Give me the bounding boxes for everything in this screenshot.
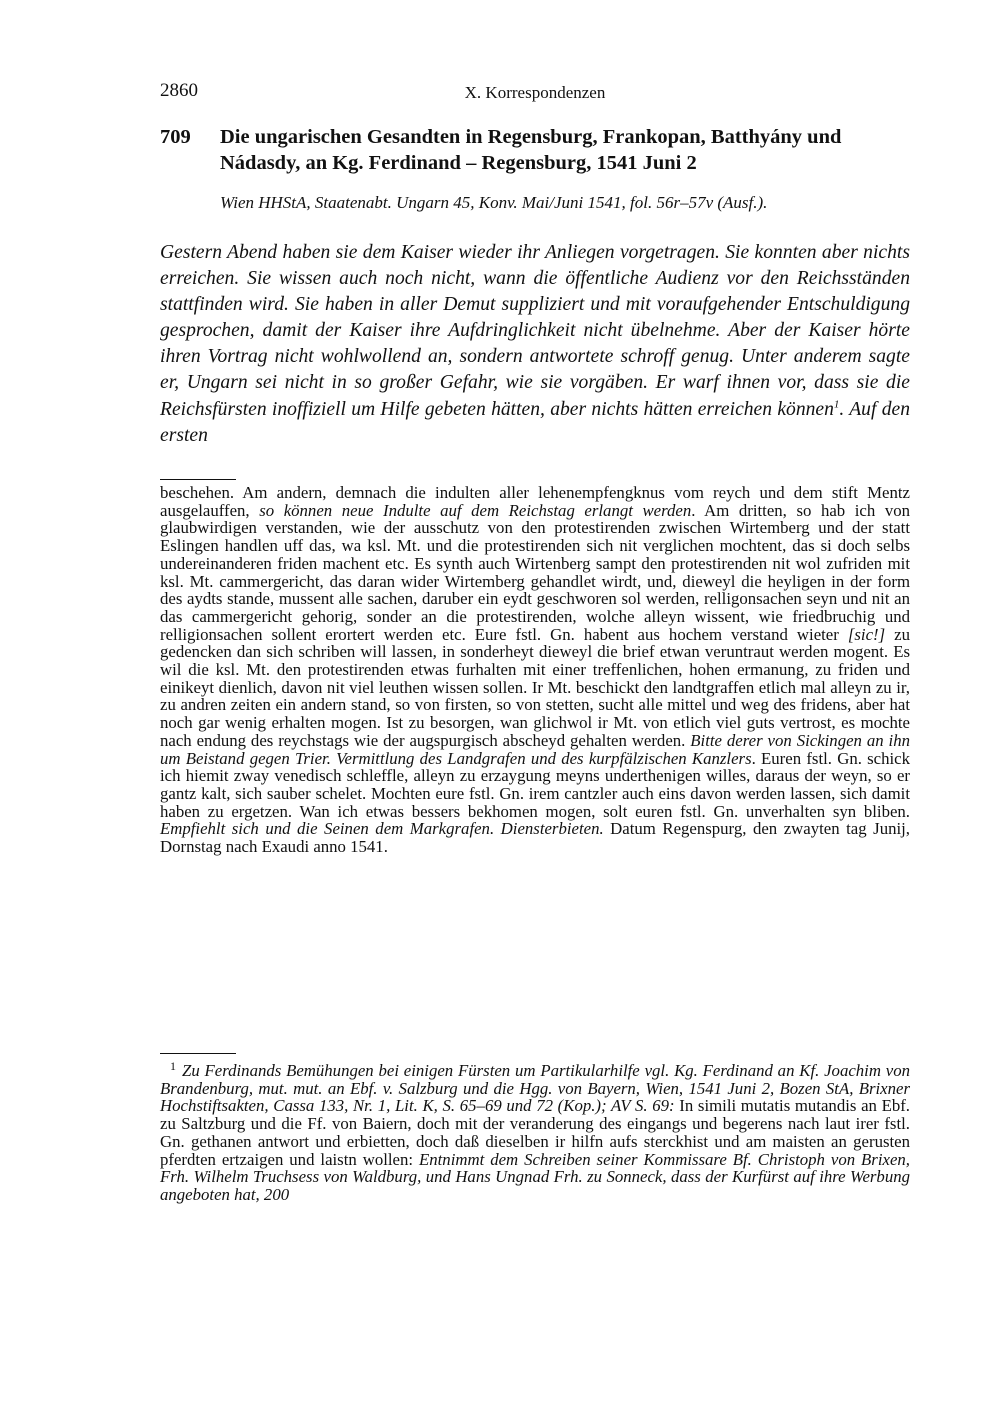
footnote-quote: In simili mutatis mutandis an Ebf. zu Saltzburg und die Ff. von Baiern, doch mit der veranderung des eingangs und begerens nach laut irer fstl. Gn. gethanen antwort und erbietten, doch daß dieselben ir hilfn aufs sterckhist und am maisten an gerusten pferdten ertzaigen und laistn wollen: <box>160 1096 910 1169</box>
footnote-1 <box>160 1058 910 1204</box>
editorial-note: [sic!] <box>847 624 886 644</box>
document-number: 709 <box>160 126 191 148</box>
editorial-summary: Bitte derer von Sickingen an ihn um Beistand gegen Trier. Vermittlung des Landgrafen und des kurpfälzischen Kanzlers <box>160 730 910 768</box>
footnote-number: 1 <box>170 1059 176 1073</box>
footnote-divider <box>160 1053 236 1054</box>
regest-summary <box>160 240 910 449</box>
title-line-1: Die ungarischen Gesandten in Regensburg, Frankopan, Batthyány und <box>220 126 842 148</box>
text-segment: . Am dritten, so hab ich von glaubwirdigen verstanden, wie der ausschutz von den protestirenden zwischen Wirtemberg und der statt Eslingen handlen uff das, wa ksl. Mt. und die protestirenden sich nit verglichen mochtent, das si doch selbs undereinanderen friden machent etc. Es synth auch Wirtenberg sampt den protestirenden nit wol zufriden mit ksl. Mt. cammergericht, das daran wider Wirtemberg gehandlet wirdt, und, dieweyl die heyligen in der form des aydts stande, mussent alle sachen, daruber ein eydt geschworen sol werden, relligonsachen seyn und nit an das cammergericht gehorig, sonder an die protestirenden, wolche alleyn wissent, wie friedbruchig und relligionsachen sollent erortert werden etc. Eure fstl. Gn. habent aus hochem verstand wieter <box>160 500 911 644</box>
title-line-2: Nádasdy, an Kg. Ferdinand – Regensburg, 1541 Juni 2 <box>220 152 697 174</box>
regest-text: Gestern Abend haben sie dem Kaiser wieder ihr Anliegen vorgetragen. Sie konnten aber nichts erreichen. Sie wissen auch noch nicht, wann die öffentliche Audienz vor den Reichsständen stattfinden wird. Sie haben in aller Demut suppliziert und mit voraufgehender Entschuldigung gesprochen, damit der Kaiser ihre Aufdringlichkeit nicht übelnehme. Aber der Kaiser hörte ihren Vortrag nicht wohlwollend an, sondern antwortete schroff genug. Unter anderem sagte er, Ungarn sei nicht in so großer Gefahr, wie sie vorgäben. Er warf ihnen vor, dass sie die Reichsfürsten inoffiziell um Hilfe gebeten hätten, aber nichts hätten erreichen können <box>160 242 910 420</box>
continuation-divider <box>160 479 236 480</box>
text-segment: beschehen. Am andern, demnach die indulten aller lehenempfengknus vom reych und dem stift Mentz ausgelauffen, <box>160 483 910 520</box>
footnote-paragraph <box>160 1058 910 1204</box>
footnote-reference[interactable]: 1 <box>833 398 840 411</box>
footnote-editorial: Zu Ferdinands Bemühungen bei einigen Fürsten um Partikularhilfe vgl. Kg. Ferdinand an Kf. Joachim von Brandenburg, mut. mut. an Ebf. v. Salzburg und die Hgg. von Bayern, Wien, 1541 Juni 2, Bozen StA, Brixner Hochstiftsakten, Cassa 133, Nr. 1, Lit. K, S. 65–69 und 72 (Kop.); AV S. 69: <box>160 1061 910 1116</box>
archival-source: Wien HHStA, Staatenabt. Ungarn 45, Konv. Mai/Juni 1541, fol. 56r–57v (Ausf.). <box>220 193 768 212</box>
editorial-summary: Empfiehlt sich und die Seinen dem Markgrafen. Diensterbieten. <box>160 819 604 839</box>
text-segment: Datum Regenspurg, den zwayten tag Junij, Dornstag nach Exaudi anno 1541. <box>160 819 910 857</box>
editorial-summary: so können neue Indulte auf dem Reichstag erlangt werden <box>259 500 692 520</box>
regest-text-after: . Auf den ersten <box>160 398 910 446</box>
section-title: X. Korrespondenzen <box>464 83 606 102</box>
document-title <box>220 124 920 176</box>
text-segment: . Euren fstl. Gn. schick ich hiemit zway venedisch schleffle, alleyn zu erzaygung meyns underthenigen willes, daraus der weyn, so er gantz kalt, sich sauber schelet. Mochten eure fstl. Gn. irem cantzler auch eins davon werden lassen, sich damit haben zu ergetzen. Wan ich etwas bessers bekhomen mogen, solt euren fstl. Gn. unverhalten syn bliben. <box>160 748 911 821</box>
running-head <box>160 80 910 106</box>
footnote-editorial: Entnimmt dem Schreiben seiner Kommissare Bf. Christoph von Brixen, Frh. Wilhelm Truchsess von Waldburg, und Hans Ungnad Frh. zu Sonneck, dass der Kurfürst auf ihre Werbung angeboten hat, 200 <box>160 1149 910 1204</box>
continuation-paragraph <box>160 484 910 856</box>
page-number: 2860 <box>160 80 198 101</box>
continuation-text <box>160 484 910 856</box>
text-segment: zu gedencken dan sich schriben will lassen, in sonderheyt dieweyl die brief etwan veruntraut werden mogent. Es wil die ksl. Mt. den protestirenden etwas furhalten mit einer treffenlichen, hohen ermanung, zu friden und einikeyt dienlich, davon nit viel leuthen wissen sollen. Ir Mt. beschickt den landtgraffen etlich mal alleyn zu ir, zu andren zeiten ein andern stand, so von firsten, so von stetten, sucht alle mittel und weg des fridens, aber hat noch gar wenig erhalten mogen. Ist zu besorgen, wan glichwol ir Mt. von etlich viel guts vertrost, es mochte nach endung des reychstags wie der augspurgisch abscheyd gehalten werden. <box>160 624 910 750</box>
